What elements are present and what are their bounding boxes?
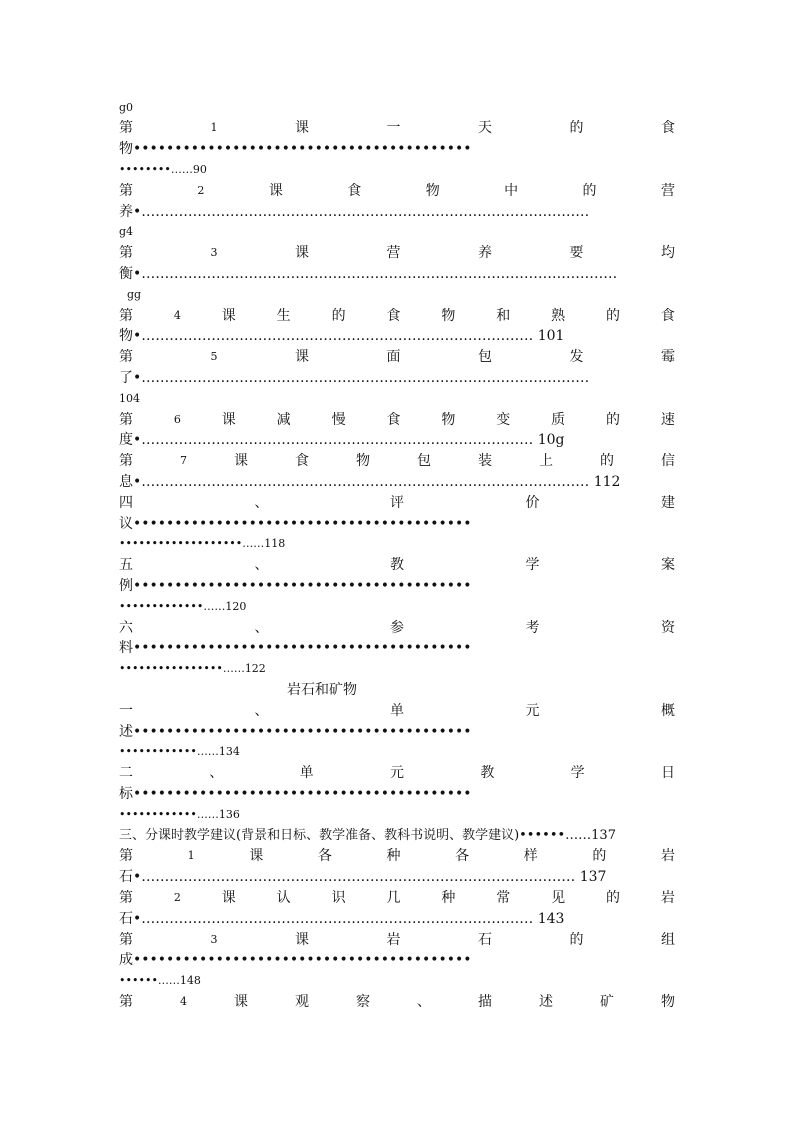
heading-token: 几 [386,890,401,906]
heading-token: 物 [661,994,675,1010]
toc-leader-page: •••••••••••••……120 [119,600,247,613]
toc-leader-page: •••••••••••••••••••……118 [119,537,286,550]
toc-leader: 养•…………………………………………………………………………………… [119,204,590,220]
heading-token: 价 [525,495,540,511]
heading-token: 生 [276,308,291,324]
heading-token: 课 [295,932,309,948]
toc-entry-heading [119,451,675,471]
heading-token: 、 [254,557,269,573]
toc-entry-heading [119,118,675,138]
heading-token: 3 [210,933,218,946]
heading-token: 物 [356,453,370,469]
toc-entry-heading [119,701,675,721]
heading-token: 减 [276,412,291,428]
heading-token: 一 [119,703,133,719]
heading-token: 2 [173,891,181,904]
toc-leader: 料••••••••••••••••••••••••••••••••••••••••• [119,640,472,656]
heading-token: 的 [569,120,584,136]
heading-token: 各 [317,848,332,864]
heading-token: 天 [478,120,492,136]
heading-token: 矿 [600,994,614,1010]
heading-token: 第 [119,120,133,136]
heading-token: 元 [525,703,540,719]
heading-token: 五 [119,557,133,573]
toc-entry-heading [119,846,675,866]
heading-token: 案 [661,557,675,573]
heading-token: 建 [661,495,675,511]
heading-token: 述 [539,994,553,1010]
heading-token: 养 [478,245,492,261]
heading-token: 种 [441,890,456,906]
toc-entry-heading [119,410,675,430]
heading-token: 课 [221,308,236,324]
heading-token: 3 [210,246,218,259]
heading-token: 1 [210,121,218,134]
heading-token: 质 [551,412,566,428]
heading-token: 发 [569,349,584,365]
heading-token: 元 [389,765,404,781]
heading-token: 课 [234,453,248,469]
heading-token: 认 [276,890,291,906]
heading-token: 第 [119,848,133,864]
toc-entry-heading [119,992,675,1012]
heading-token: 2 [197,184,205,197]
toc-entry-heading [119,493,675,513]
heading-token: 常 [496,890,511,906]
heading-token: 4 [180,995,187,1008]
heading-token: 的 [606,412,621,428]
heading-token: 的 [606,890,621,906]
heading-token: 上 [539,453,553,469]
heading-token: 种 [386,848,401,864]
heading-token: 岩 [386,932,401,948]
heading-token: 物 [441,412,456,428]
heading-token: 变 [496,412,511,428]
heading-token: 课 [221,890,236,906]
heading-token: 5 [210,350,218,363]
heading-token: 岩 [660,890,675,906]
toc-leader-page: 物•………………………………………………………………………… 101 [119,328,565,344]
heading-token: 的 [331,308,346,324]
toc-entry-line: 三、分课时教学建议(背景和日标、教学准备、教科书说明、教学建议)••••••……137 [119,828,616,843]
heading-token: 岩 [661,848,675,864]
heading-token: 日 [660,765,675,781]
heading-token: 物 [441,308,456,324]
heading-token: 食 [661,120,675,136]
heading-token: 六 [119,620,133,636]
heading-token: 各 [455,848,470,864]
heading-token: 、 [254,620,269,636]
heading-token: 中 [504,183,519,199]
heading-token: 营 [386,245,401,261]
heading-token: 熟 [551,308,566,324]
heading-token: 信 [661,453,675,469]
unit-title: 岩石和矿物 [287,682,357,698]
toc-leader-page: ••••••……148 [119,974,201,987]
heading-token: 6 [173,413,181,426]
page-ref: g4 [119,225,134,238]
heading-token: 课 [295,120,309,136]
toc-leader: 标••••••••••••••••••••••••••••••••••••••••• [119,786,472,802]
heading-token: 慢 [331,412,346,428]
heading-token: 观 [295,994,309,1010]
heading-token: 第 [119,453,133,469]
page-ref: gg [127,288,142,301]
heading-token: 描 [478,994,492,1010]
heading-token: 评 [390,495,404,511]
toc-leader-page: ••••••••……90 [119,163,207,176]
heading-token: 课 [295,245,309,261]
heading-token: 第 [119,890,133,906]
toc-leader: 成••••••••••••••••••••••••••••••••••••••••• [119,952,472,968]
toc-entry-heading [119,306,675,326]
heading-token: 学 [570,765,585,781]
heading-token: 概 [661,703,675,719]
heading-token: 食 [295,453,309,469]
heading-token: 4 [173,309,181,322]
toc-leader: 了•…………………………………………………………………………………… [119,370,590,386]
heading-token: 的 [582,183,597,199]
toc-leader: 例••••••••••••••••••••••••••••••••••••••••• [119,578,472,594]
toc-entry-heading [119,555,675,575]
toc-leader: 衡•………………………………………………………………………………………… [119,266,618,282]
heading-token: 1 [187,849,195,862]
heading-token: 课 [249,848,264,864]
toc-entry-heading [119,181,675,201]
toc-leader-page: 度•………………………………………………………………………… 10g [119,432,565,448]
heading-token: 四 [119,495,133,511]
heading-token: 资 [661,620,675,636]
page-ref: 104 [119,392,140,405]
heading-token: 霉 [661,349,675,365]
heading-token: 食 [386,412,401,428]
heading-token: 均 [661,245,675,261]
heading-token: 见 [551,890,566,906]
heading-token: 考 [525,620,540,636]
heading-token: 识 [331,890,346,906]
heading-token: 样 [523,848,538,864]
heading-token: 、 [254,495,269,511]
heading-token: 单 [390,703,404,719]
heading-token: 营 [660,183,675,199]
heading-token: 食 [347,183,362,199]
toc-leader-page: ••••••••••••……136 [119,808,240,821]
toc-leader-page: 石•………………………………………………………………………………… 137 [119,869,607,885]
heading-token: 参 [390,620,404,636]
toc-entry-heading [119,888,675,908]
heading-token: 第 [119,932,133,948]
heading-token: 食 [386,308,401,324]
heading-token: 课 [295,349,309,365]
heading-token: 第 [119,308,133,324]
toc-entry-heading [119,618,675,638]
toc-entry-heading [119,930,675,950]
heading-token: 第 [119,349,133,365]
heading-token: 物 [425,183,440,199]
toc-entry-heading [119,763,675,783]
heading-token: 的 [592,848,607,864]
toc-leader-page: 息•…………………………………………………………………………………… 112 [119,474,621,490]
heading-token: 包 [478,349,492,365]
toc-leader: 述••••••••••••••••••••••••••••••••••••••••• [119,724,472,740]
toc-leader: 物••••••••••••••••••••••••••••••••••••••••• [119,141,472,157]
heading-token: 石 [478,932,492,948]
heading-token: 7 [180,454,187,467]
heading-token: 面 [386,349,401,365]
heading-token: 组 [661,932,675,948]
heading-token: 教 [390,557,404,573]
heading-token: 的 [600,453,614,469]
heading-token: 二 [119,765,133,781]
heading-token: 的 [569,932,584,948]
heading-token: 食 [660,308,675,324]
toc-leader-page: ••••••••••••••••……122 [119,662,266,675]
toc-leader-page: ••••••••••••……134 [119,745,240,758]
heading-token: 学 [525,557,540,573]
heading-token: 教 [480,765,495,781]
heading-token: 要 [569,245,584,261]
heading-token: 第 [119,412,133,428]
heading-token: 单 [299,765,314,781]
heading-token: 第 [119,245,133,261]
toc-entry-heading [119,243,675,263]
toc-leader: 议••••••••••••••••••••••••••••••••••••••••• [119,516,472,532]
heading-token: 第 [119,994,133,1010]
heading-token: 察 [356,994,370,1010]
heading-token: 课 [268,183,283,199]
heading-token: 包 [417,453,431,469]
heading-token: 第 [119,183,133,199]
toc-leader-page: 石•………………………………………………………………………… 143 [119,911,565,927]
toc-entry-heading [119,347,675,367]
heading-token: 装 [478,453,492,469]
heading-token: 、 [254,703,269,719]
heading-token: 速 [660,412,675,428]
heading-token: 、 [417,994,431,1010]
page-ref: g0 [119,101,134,114]
heading-token: 和 [496,308,511,324]
heading-token: 课 [221,412,236,428]
heading-token: 一 [386,120,401,136]
heading-token: 、 [209,765,224,781]
heading-token: 的 [606,308,621,324]
heading-token: 课 [234,994,248,1010]
